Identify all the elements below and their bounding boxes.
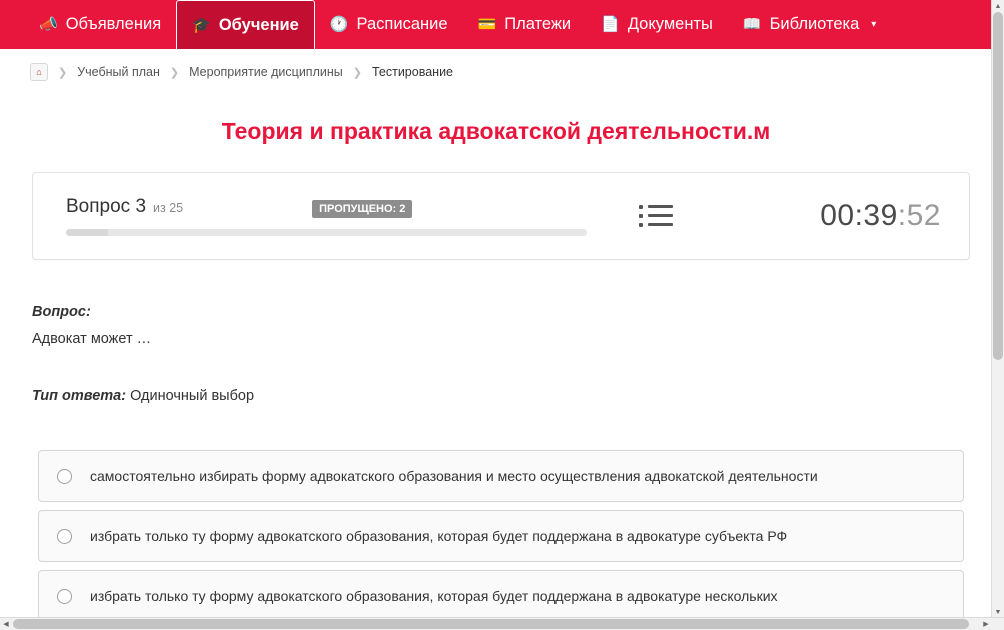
nav-item-announcements[interactable] [24,0,176,49]
answer-options [38,450,964,622]
question-text: Адвокат может … [32,331,152,347]
nav-item-label: Библиотека [769,15,860,33]
horizontal-scrollbar[interactable] [0,617,1004,630]
scrollbar-corner [992,618,1004,630]
question-list-section [593,202,719,230]
nav-item-payments[interactable] [463,0,587,49]
question-number-row [66,196,593,218]
nav-item-label: Документы [627,15,713,33]
spacer [0,347,1004,388]
answer-option[interactable] [38,450,964,502]
timer-minutes: 00:39 [820,199,898,232]
question-list-icon[interactable] [639,202,673,230]
answer-type-label: Тип ответа: [32,388,127,404]
question-number: Вопрос 3 [66,196,147,217]
main-navigation [0,0,992,49]
timer [719,199,969,233]
status-badge: ПРОПУЩЕНО: 2 [312,200,412,218]
nav-item-label: Платежи [504,15,572,33]
scroll-down-arrow-icon[interactable]: ▼ [992,606,1004,618]
answer-option[interactable] [38,570,964,622]
breadcrumb-item-discipline-event[interactable]: Мероприятие дисциплины [189,65,343,79]
answer-option-label: избрать только ту форму адвокатского образования, которая будет поддержана в адвокатуре нескольких [90,587,778,604]
answer-option-label: самостоятельно избирать форму адвокатского образования и место осуществления адвокатской деятельности [90,467,818,484]
timer-seconds: :52 [897,199,941,232]
nav-item-label: Обучение [218,15,299,34]
breadcrumb-separator: ❯ [58,66,68,79]
book-icon: 📖 [742,16,762,33]
question-total: из 25 [153,201,184,215]
home-icon[interactable]: ⌂ [30,63,48,81]
answer-type-row [32,388,970,404]
nav-item-library[interactable] [728,0,891,49]
breadcrumb-separator: ❯ [352,66,362,79]
scroll-left-arrow-icon[interactable]: ◀ [3,621,9,628]
radio-icon[interactable] [57,529,72,544]
vertical-scrollbar-thumb[interactable] [993,12,1003,360]
nav-item-schedule[interactable] [315,0,463,49]
scroll-right-arrow-icon[interactable]: ▶ [983,621,989,628]
question-progress-fill [66,229,108,236]
page-title: Теория и практика адвокатской деятельности.м [221,118,771,144]
horizontal-scrollbar-thumb[interactable] [13,619,969,629]
megaphone-icon: 📣 [39,16,58,33]
radio-icon[interactable] [57,469,72,484]
nav-item-label: Расписание [356,15,448,33]
nav-item-training[interactable] [176,0,315,49]
breadcrumb [0,58,1004,86]
answer-type-value: Одиночный выбор [130,388,255,404]
radio-icon[interactable] [57,589,72,604]
chevron-down-icon: ▾ [871,19,877,30]
question-body [32,304,970,347]
scroll-up-arrow-icon[interactable]: ▲ [992,0,1004,12]
card-icon: 💳 [477,16,497,33]
question-progress-bar [66,229,587,236]
nav-item-label: Объявления [65,15,162,33]
nav-item-documents[interactable] [586,0,728,49]
question-progress-section [33,196,593,236]
document-icon: 📄 [601,16,620,33]
breadcrumb-item-curriculum[interactable]: Учебный план [77,65,160,79]
question-label: Вопрос: [32,304,91,320]
answer-option-label: избрать только ту форму адвокатского образования, которая будет поддержана в адвокатуре субъекта РФ [90,527,788,544]
question-header-card [32,172,970,260]
answer-option[interactable] [38,510,964,562]
breadcrumb-item-testing: Тестирование [371,65,454,79]
vertical-scrollbar[interactable] [991,0,1004,618]
graduation-cap-icon: 🎓 [192,16,211,34]
breadcrumb-separator: ❯ [169,66,180,79]
clock-icon: 🕐 [329,16,349,33]
